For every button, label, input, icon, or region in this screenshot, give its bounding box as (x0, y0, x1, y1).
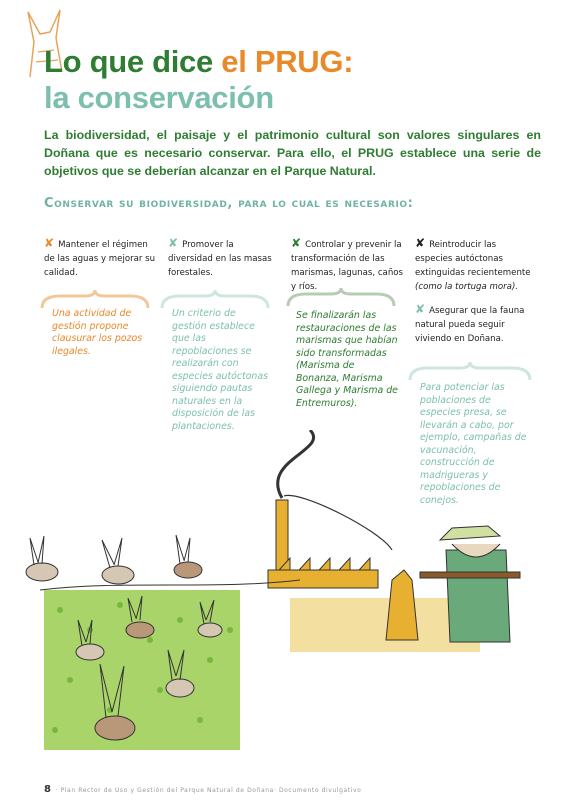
note-orange: Una actividad de gestión propone clausurar los pozos ilegales. (52, 308, 143, 357)
objective-1 (44, 236, 156, 280)
footer-text: · Plan Rector de Uso y Gestión del Parque Natural de Doñana· Documento divulgativo (55, 787, 362, 794)
note-teal-2: Para potenciar las poblaciones de especies presa, se llevarán a cabo, por ejemplo, campañas de vacunación, construcción de madrigueras y repoblaciones de conejos. (420, 382, 527, 506)
objective-example: (como la tortuga mora). (415, 282, 519, 292)
objective-text: Asegurar que la fauna natural pueda seguir viviendo en Doñana. (415, 306, 525, 344)
objective-4 (415, 236, 533, 294)
intro-paragraph: La biodiversidad, el paisaje y el patrimonio cultural son valores singulares en Doñana que es necesario conservar. Para ello, el PRUG establece una serie de objetivos que se deberían alcanzar en el Parque Natural. (44, 128, 541, 178)
title-part-2: el PRUG: (221, 44, 354, 79)
x-mark-icon: ✘ (168, 236, 179, 250)
brace-teal-2-icon (408, 362, 532, 382)
note-green: Se finalizarán las restauraciones de las marismas que habían sido transformadas (Marisma de Bonanza, Marisma Gallega y Marisma de Entremuros). (296, 310, 398, 409)
note-teal: Un criterio de gestión establece que las repoblaciones se realizarán con especies autóctonas siguiendo pautas naturales en la disposición de las plantaciones. (172, 308, 268, 432)
x-mark-icon: ✘ (44, 236, 55, 250)
section-heading: Conservar su biodiversidad, para lo cual es necesario: (44, 196, 414, 211)
page-subtitle: la conservación (44, 80, 274, 115)
objective-text: Controlar y prevenir la transformación de las marismas, lagunas, caños y ríos. (291, 240, 403, 292)
x-mark-icon: ✘ (415, 302, 426, 316)
objective-text: Mantener el régimen de las aguas y mejorar su calidad. (44, 240, 156, 278)
title-part-1: Lo que dice (44, 44, 222, 79)
x-mark-icon: ✘ (415, 236, 426, 250)
objective-text: Promover la diversidad en las masas forestales. (168, 240, 272, 278)
x-mark-icon: ✘ (291, 236, 302, 250)
brace-teal-icon (160, 290, 270, 310)
rabbits-hunter-illustration (0, 430, 583, 770)
brace-green-icon (286, 288, 396, 308)
page-number: 8 (44, 784, 52, 795)
objective-text: Reintroducir las especies autóctonas extinguidas recientemente (415, 240, 531, 278)
objective-5 (415, 302, 527, 346)
footer (44, 784, 361, 795)
objective-2 (168, 236, 280, 280)
page-title (44, 44, 353, 80)
brace-orange-icon (40, 290, 150, 310)
objective-3 (291, 236, 407, 294)
